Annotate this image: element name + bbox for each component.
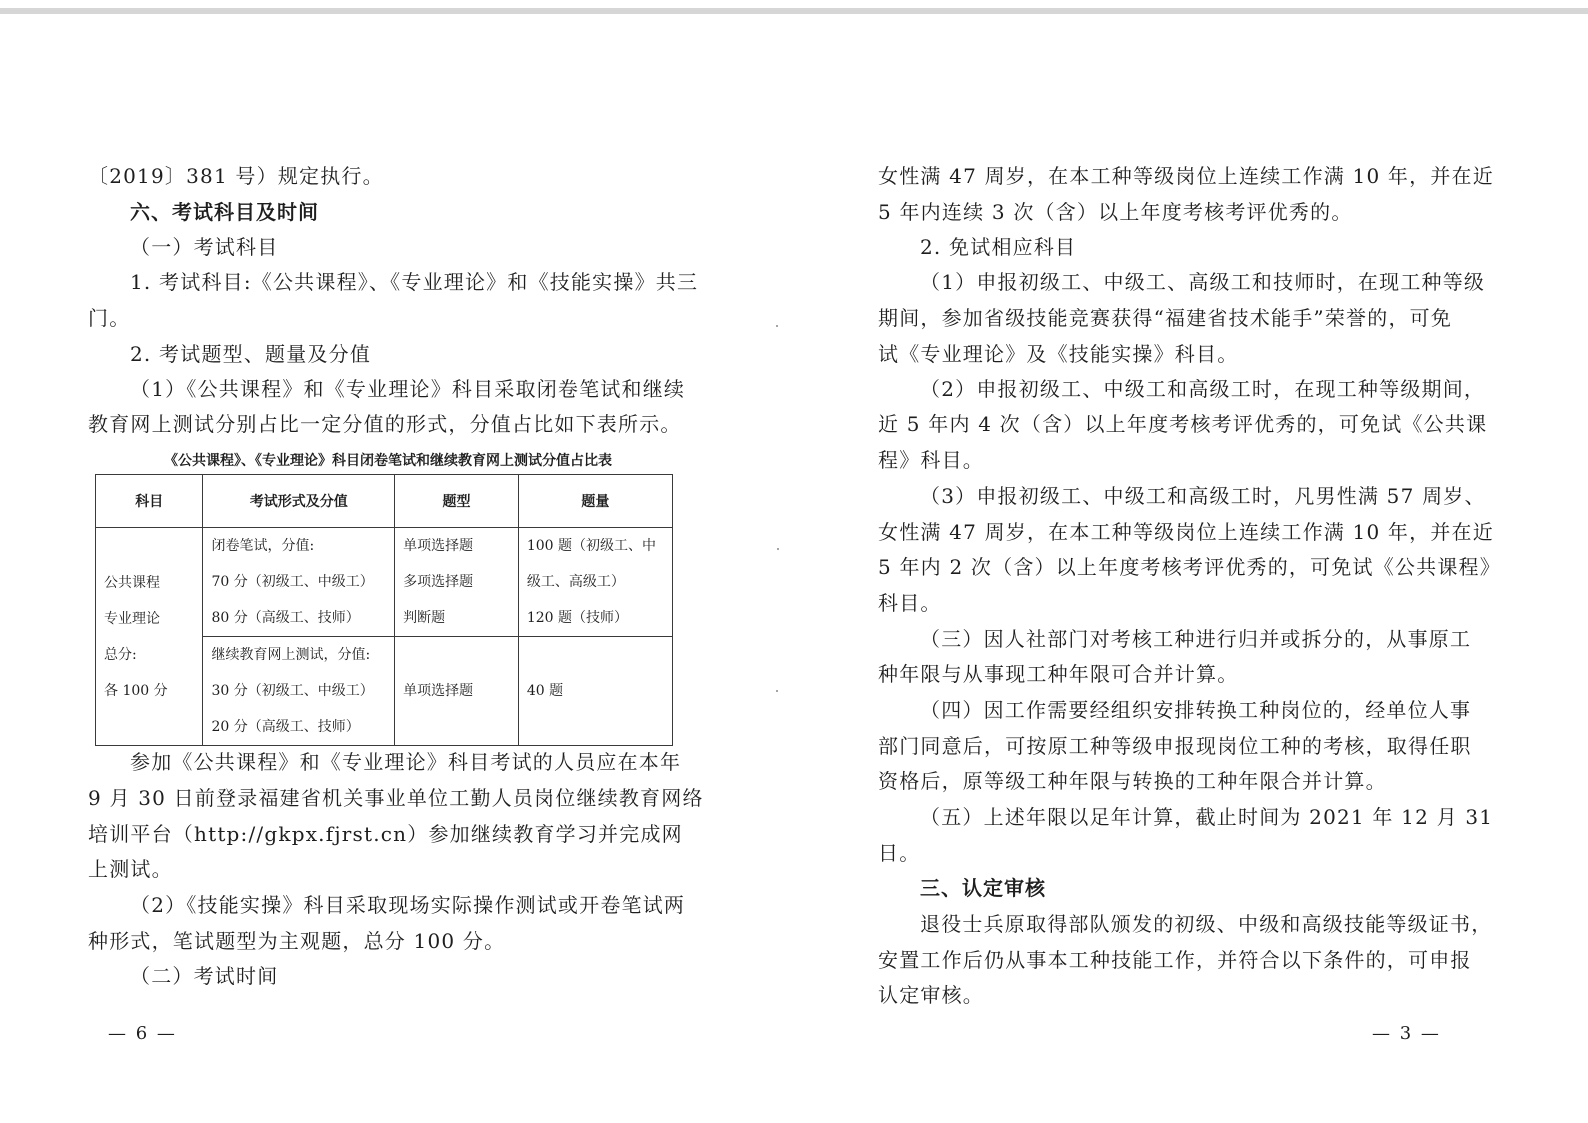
count-line: 40 题 [526,683,564,699]
section-heading: 三、认定审核 [920,876,1046,900]
form-cell [203,528,395,637]
text-line: （五）上述年限以足年计算，截止时间为 2021 年 12 月 31 [920,805,1494,829]
form-line: 70 分（初级工、中级工） [211,574,374,590]
section-heading: 六、考试科目及时间 [130,200,319,224]
text-line: 资格后，原等级工种年限与转换的工种年限合并计算。 [878,769,1387,793]
count-line: 级工、高级工） [526,574,625,590]
text-line: 教育网上测试分别占比一定分值的形式，分值占比如下表所示。 [88,412,682,436]
text-line: 种年限与从事现工种年限可合并计算。 [878,662,1239,686]
subject-line: 公共课程 [104,574,160,591]
form-line: 80 分（高级工、技师） [211,610,360,626]
text-line: 安置工作后仍从事本工种技能工作，并符合以下条件的，可申报 [878,948,1472,972]
table-header-cell: 题量 [518,475,672,528]
form-line: 继续教育网上测试，分值: [211,647,371,663]
text-line: （2）《技能实操》科目采取现场实际操作测试或开卷笔试两 [130,893,686,917]
type-line: 多项选择题 [403,574,474,590]
text-line: （1）《公共课程》和《专业理论》科目采取闭卷笔试和继续 [130,377,686,401]
subject-line: 各 100 分 [104,682,168,699]
text-line: 认定审核。 [878,983,984,1007]
text-line: 培训平台（http://gkpx.fjrst.cn）参加继续教育学习并完成网 [88,822,683,846]
form-line: 20 分（高级工、技师） [211,719,360,735]
table-header-cell: 科目 [96,475,203,528]
text-line: 程》科目。 [878,448,984,472]
text-line: 科目。 [878,591,942,615]
text-line: 女性满 47 周岁，在本工种等级岗位上连续工作满 10 年，并在近 [878,164,1494,188]
form-cell [203,637,395,746]
form-line: 30 分（初级工、中级工） [211,683,374,699]
table-row [96,528,673,637]
count-cell [518,528,672,637]
text-line: 2. 考试题型、题量及分值 [130,342,372,366]
table-caption: 《公共课程》、《专业理论》科目闭卷笔试和继续教育网上测试分值占比表 [164,453,612,469]
text-line: 参加《公共课程》和《专业理论》科目考试的人员应在本年 [130,750,682,774]
form-line: 闭卷笔试，分值: [211,538,315,554]
type-line: 单项选择题 [403,538,474,554]
subject-line: 总分: [104,646,137,663]
text-line: 女性满 47 周岁，在本工种等级岗位上连续工作满 10 年，并在近 [878,520,1494,544]
subsection-heading: （一）考试科目 [130,235,279,259]
scan-top-border [0,8,1588,14]
text-line: 〔2019〕381 号）规定执行。 [88,164,384,188]
table-header-row [96,475,673,528]
scan-speck [776,690,778,692]
text-line: 上测试。 [88,857,173,881]
page-number: — 3 — [1372,1023,1441,1044]
type-cell [395,528,519,637]
text-line: 近 5 年内 4 次（含）以上年度考核考评优秀的，可免试《公共课 [878,412,1488,436]
text-line: 日。 [878,841,921,865]
score-table [95,474,673,746]
text-line: 退役士兵原取得部队颁发的初级、中级和高级技能等级证书， [920,912,1493,936]
type-line: 单项选择题 [403,683,474,699]
text-line: 9 月 30 日前登录福建省机关事业单位工勤人员岗位继续教育网络 [88,786,704,810]
text-line: 试《专业理论》及《技能实操》科目。 [878,342,1239,366]
subject-line: 专业理论 [104,610,160,627]
text-line: 门。 [88,306,131,330]
type-cell [395,637,519,746]
text-line: 种形式，笔试题型为主观题，总分 100 分。 [88,929,506,953]
subsection-heading: （二）考试时间 [130,964,279,988]
text-line: 1. 考试科目:《公共课程》、《专业理论》和《技能实操》共三 [130,270,699,294]
count-line: 100 题（初级工、中 [526,538,657,554]
subject-cell [96,528,203,746]
type-line: 判断题 [403,610,446,626]
text-line: 期间，参加省级技能竞赛获得“福建省技术能手”荣誉的，可免 [878,306,1453,330]
page-number: — 6 — [108,1023,177,1044]
scan-speck [776,325,778,327]
text-line: 5 年内 2 次（含）以上年度考核考评优秀的，可免试《公共课程》 [878,555,1501,579]
text-line: （2）申报初级工、中级工和高级工时，在现工种等级期间， [920,377,1486,401]
scan-speck [777,548,779,550]
text-line: （3）申报初级工、中级工和高级工时，凡男性满 57 周岁、 [920,484,1486,508]
count-line: 120 题（技师） [526,610,629,626]
text-line: 部门同意后，可按原工种等级申报现岗位工种的考核，取得任职 [878,734,1472,758]
text-line: （1）申报初级工、中级工、高级工和技师时，在现工种等级 [920,270,1486,294]
table-header-cell: 题型 [395,475,519,528]
count-cell [518,637,672,746]
subsection-heading: 2. 免试相应科目 [920,235,1077,259]
text-line: （三）因人社部门对考核工种进行归并或拆分的，从事原工 [920,627,1472,651]
table-header-cell: 考试形式及分值 [203,475,395,528]
text-line: 5 年内连续 3 次（含）以上年度考核考评优秀的。 [878,200,1353,224]
text-line: （四）因工作需要经组织安排转换工种岗位的，经单位人事 [920,698,1472,722]
